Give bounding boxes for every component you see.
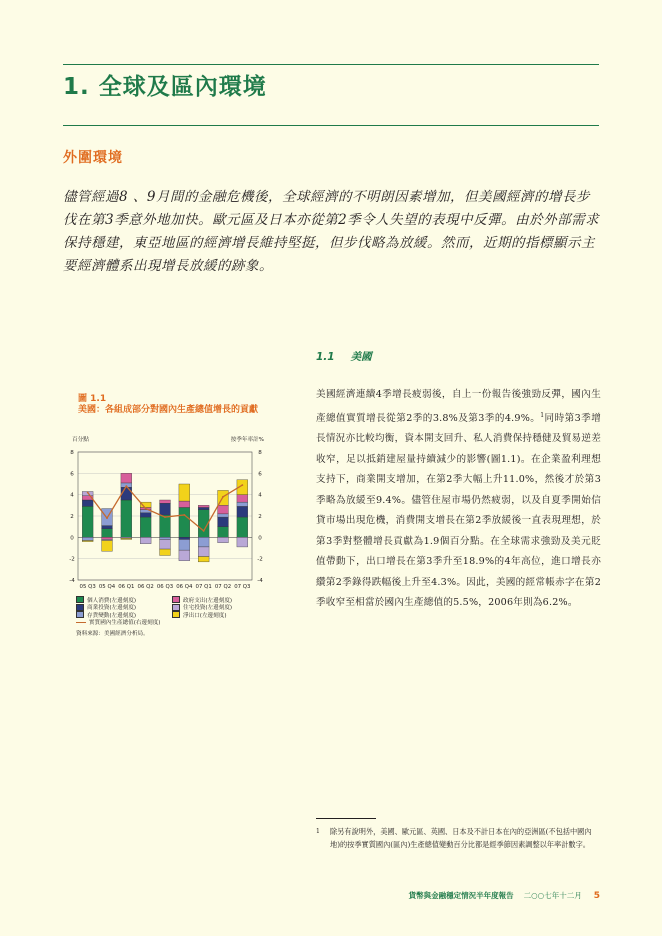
bar-segment bbox=[160, 537, 171, 539]
figure-label: 圖 1.1 bbox=[78, 394, 107, 404]
legend-item: 政府支出(左邊刻度) bbox=[172, 596, 268, 604]
legend-item: 個人消費(左邊刻度) bbox=[76, 596, 172, 604]
gdp-line-point bbox=[87, 492, 89, 494]
bar-segment bbox=[237, 506, 248, 517]
bar-segment bbox=[82, 537, 93, 540]
gdp-line-point bbox=[145, 508, 147, 510]
y-tick-label-right: 6 bbox=[258, 471, 262, 478]
bar-segment bbox=[237, 495, 248, 502]
legend-item: 商業投資(左邊刻度) bbox=[76, 603, 172, 611]
gdp-line-point bbox=[183, 514, 185, 516]
bar-segment bbox=[237, 502, 248, 506]
bar-segment bbox=[218, 517, 229, 527]
bar-segment bbox=[179, 550, 190, 561]
x-tick-label: 06 Q4 bbox=[176, 584, 193, 590]
footnote-text: 除另有說明外，美國、歐元區、英國、日本及不計日本在內的亞洲區(不包括中國內地)的按季實質國內(區內)生產總值變動百分比都是經季節因素調整以年率計數字。 bbox=[330, 827, 592, 849]
top-rule bbox=[63, 64, 599, 65]
gdp-line-point bbox=[106, 517, 108, 519]
subsection-number: 1.1 bbox=[316, 351, 335, 363]
right-axis-label: 按季年率計% bbox=[230, 437, 264, 443]
y-tick-label-right: 8 bbox=[258, 450, 262, 456]
chart-title: 美國：各組成部分對國內生產總值增長的貢獻 bbox=[78, 405, 259, 415]
bar-segment bbox=[102, 529, 113, 538]
bar-segment bbox=[102, 526, 113, 529]
bar-segment bbox=[179, 484, 190, 501]
bar-segment bbox=[179, 501, 190, 507]
footnote-reference[interactable]: 1 bbox=[540, 411, 545, 419]
bar-segment bbox=[218, 505, 229, 514]
x-tick-label: 06 Q3 bbox=[156, 584, 174, 590]
chart-heading bbox=[78, 394, 278, 416]
section-heading: 外圍環境 bbox=[63, 150, 123, 166]
bar-segment bbox=[160, 549, 171, 555]
publication-date: 二○○七年十二月 bbox=[523, 891, 582, 900]
bar-segment bbox=[218, 527, 229, 538]
legend-item: 存貨變動(左邊刻度) bbox=[76, 611, 172, 619]
bar-segment bbox=[198, 557, 209, 562]
page-footer bbox=[360, 890, 600, 901]
body-text-part2: 同時第3季增長情況亦比較均衡，資本開支回升、私人消費保持穩健及貿易逆差收窄，足以抵銷建屋量持續減少的影響(圖1.1)。在企業盈利理想支持下，商業開支增加，在第2季大幅上升11.0%，然後才於第3季略為放緩至9.4%。儘管住屋市場仍然疲弱，以及自夏季開始信貸市場出現危機，消費開支增長在第2季放緩後一直表現理想，於第3季對整體增長貢獻為1.9個百分點。在全球需求強勁及美元貶值帶動下，出口增長在第3季升至18.9%的4年高位，進口增長亦纘第2季錄得跌幅後上升至4.3%。因此，美國的經常帳赤字在第2季收窄至相當於國內生產總值的5.5%，2006年則為6.2%。 bbox=[316, 412, 601, 609]
bar-segment bbox=[198, 507, 209, 509]
publication-name: 貨幣與金融穩定情況半年度報告 bbox=[408, 891, 514, 900]
bar-segment bbox=[237, 537, 248, 547]
bar-segment bbox=[82, 541, 93, 542]
bar-segment bbox=[179, 539, 190, 550]
bar-segment bbox=[179, 507, 190, 537]
gdp-line-point bbox=[125, 485, 127, 487]
page-number: 5 bbox=[593, 891, 600, 901]
bar-segment bbox=[82, 500, 93, 506]
x-tick-label: 07 Q2 bbox=[214, 584, 232, 590]
chart-source: 資料來源：美國經濟分析局。 bbox=[76, 631, 149, 637]
y-tick-label-left: 2 bbox=[70, 514, 74, 520]
bar-segment bbox=[102, 541, 113, 552]
bar-segment bbox=[160, 503, 171, 515]
x-tick-label: 05 Q3 bbox=[79, 584, 96, 590]
gdp-line-point bbox=[241, 484, 243, 486]
subsection-title: 美國 bbox=[350, 351, 372, 363]
footnote bbox=[316, 826, 601, 851]
bar-segment bbox=[140, 513, 151, 517]
bar-segment bbox=[140, 537, 151, 543]
y-tick-label-left: -2 bbox=[69, 556, 75, 563]
y-tick-label-left: 6 bbox=[70, 471, 74, 478]
bar-segment bbox=[160, 515, 171, 537]
bar-segment bbox=[121, 473, 132, 483]
chart-legend bbox=[76, 596, 276, 626]
bar-segment bbox=[121, 538, 132, 539]
x-tick-label: 06 Q1 bbox=[118, 584, 135, 590]
intro-paragraph: 儘管經過8 、9月間的金融危機後，全球經濟的不明朗因素增加，但美國經濟的增長步伐在第3季意外地加快。歐元區及日本亦從第2季令人失望的表現中反彈。由於外部需求保持穩建，東亞地區的經濟增長維持堅挺，但步伐略為放緩。然而，近期的指標顯示主要經濟體系出現增長放緩的跡象。 bbox=[63, 189, 600, 274]
x-tick-label: 06 Q2 bbox=[137, 584, 154, 590]
bar-segment bbox=[237, 517, 248, 537]
bar-segment bbox=[102, 537, 113, 539]
bar-segment bbox=[198, 537, 209, 547]
legend-item: 住宅投資(左邊刻度) bbox=[172, 603, 268, 611]
x-tick-label: 05 Q4 bbox=[98, 584, 116, 590]
bar-segment bbox=[218, 514, 229, 517]
legend-item: 淨出口(左邊刻度) bbox=[172, 611, 268, 619]
y-tick-label-left: -4 bbox=[69, 578, 75, 584]
gdp-contribution-chart bbox=[66, 432, 278, 596]
y-tick-label-right: 0 bbox=[258, 535, 262, 542]
bar-segment bbox=[179, 537, 190, 539]
footnote-number: 1 bbox=[316, 828, 320, 835]
legend-item-line: 實質國內生產總值(右邊刻度) bbox=[76, 618, 256, 626]
x-tick-label: 07 Q3 bbox=[234, 584, 251, 590]
chapter-title: 1. 全球及區內環境 bbox=[63, 74, 267, 100]
bar-segment bbox=[160, 500, 171, 503]
gdp-line-point bbox=[164, 516, 166, 518]
bar-segment bbox=[121, 500, 132, 537]
title-rule bbox=[63, 125, 599, 126]
bar-segment bbox=[218, 537, 229, 542]
subsection-heading bbox=[316, 349, 372, 364]
left-axis-label: 百分點 bbox=[72, 437, 89, 443]
bar-segment bbox=[82, 506, 93, 537]
y-tick-label-right: -4 bbox=[257, 578, 263, 584]
body-paragraph bbox=[316, 385, 601, 614]
gdp-line-point bbox=[203, 530, 205, 532]
gdp-line-point bbox=[222, 496, 224, 498]
y-tick-label-left: 4 bbox=[70, 492, 74, 499]
bar-segment bbox=[198, 505, 209, 507]
y-tick-label-right: 2 bbox=[258, 514, 262, 520]
y-tick-label-right: -2 bbox=[257, 556, 263, 563]
footnote-rule bbox=[316, 818, 376, 819]
body-text-part1: 美國經濟連續4季增長疲弱後，自上一份報告後強勁反彈，國內生產總值實質增長從第2季的3.8%及第3季的4.9%。 bbox=[316, 389, 601, 424]
y-tick-label-right: 4 bbox=[258, 492, 262, 499]
x-tick-label: 07 Q1 bbox=[195, 584, 212, 590]
bar-segment bbox=[140, 517, 151, 537]
y-tick-label-left: 8 bbox=[70, 450, 74, 456]
bar-segment bbox=[160, 539, 171, 549]
y-tick-label-left: 0 bbox=[70, 535, 74, 542]
bar-segment bbox=[198, 547, 209, 557]
